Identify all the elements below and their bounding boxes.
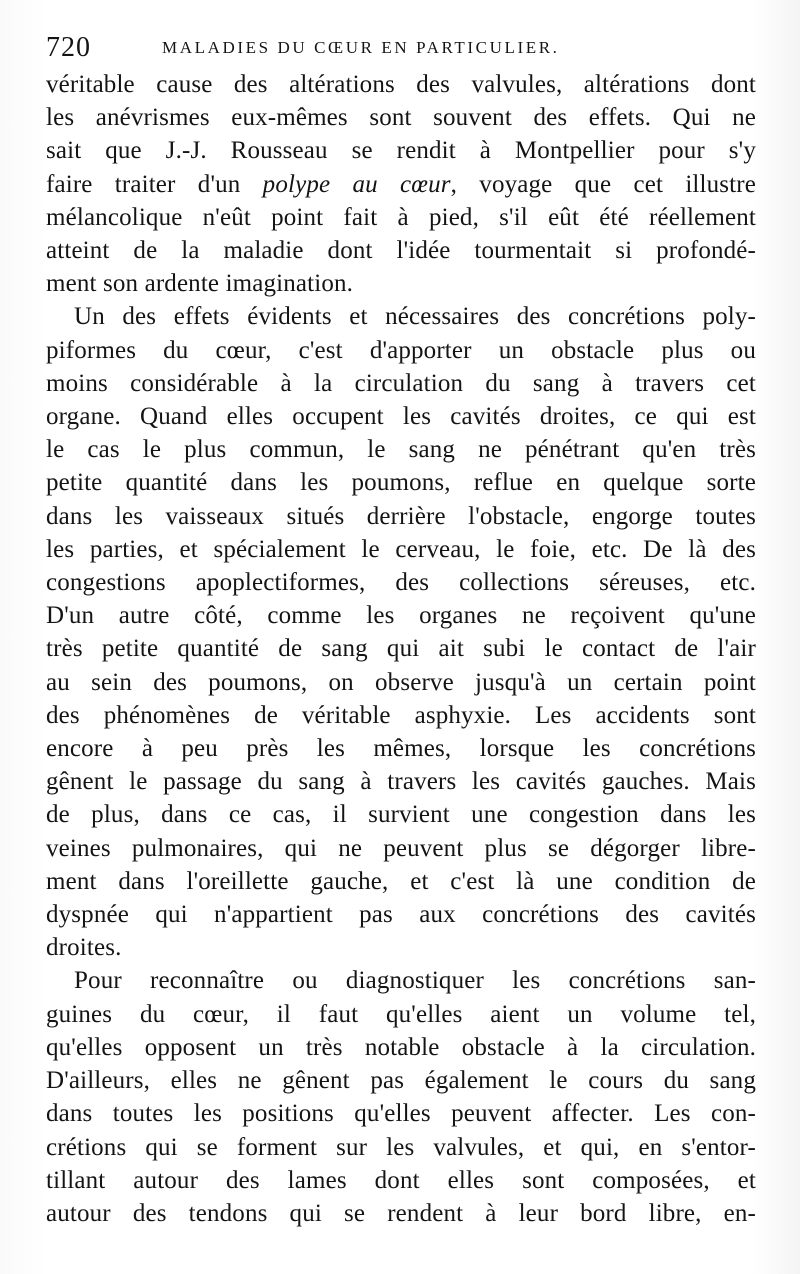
paragraph-3 xyxy=(46,964,756,1230)
text-line: dyspnée qui n'appartient pas aux concrétions des cavités xyxy=(46,901,756,929)
text-line: de plus, dans ce cas, il survient une congestion dans les xyxy=(46,801,756,829)
text-line: veines pulmonaires, qui ne peuvent plus se dégorger libre- xyxy=(46,834,756,862)
text-line: encore à peu près les mêmes, lorsque les concrétions xyxy=(46,735,756,763)
text-line: D'un autre côté, comme les organes ne reçoivent qu'une xyxy=(46,602,756,630)
text-line-with-italic xyxy=(46,168,756,201)
text-line: Pour reconnaître ou diagnostiquer les concrétions san- xyxy=(74,967,756,995)
page-number: 720 xyxy=(46,32,91,63)
text-line: très petite quantité de sang qui ait subi le contact de l'air xyxy=(46,635,756,663)
text-line: dans les vaisseaux situés derrière l'obstacle, engorge toutes xyxy=(46,502,756,530)
text-line: les parties, et spécialement le cerveau, le foie, etc. De là des xyxy=(46,535,756,563)
italic-phrase: polype au cœur xyxy=(262,170,451,198)
text-line: tillant autour des lames dont elles sont composées, et xyxy=(46,1166,756,1194)
text-line: Un des effets évidents et nécessaires des concrétions poly- xyxy=(74,303,756,331)
text-line: guines du cœur, il faut qu'elles aient un volume tel, xyxy=(46,1000,756,1028)
text-line: sait que J.-J. Rousseau se rendit à Montpellier pour s'y xyxy=(46,137,756,165)
text-segment: faire traiter d'un xyxy=(46,170,241,198)
text-line: D'ailleurs, elles ne gênent pas également le cours du sang xyxy=(46,1067,756,1095)
text-line: les anévrismes eux-mêmes sont souvent des effets. Qui ne xyxy=(46,104,756,132)
text-line: véritable cause des altérations des valvules, altérations dont xyxy=(46,71,756,98)
text-line: au sein des poumons, on observe jusqu'à un certain point xyxy=(46,668,756,696)
paragraph-2 xyxy=(46,300,756,964)
paragraph-1 xyxy=(46,68,756,300)
text-line: piformes du cœur, c'est d'apporter un obstacle plus ou xyxy=(46,336,756,364)
text-line: le cas le plus commun, le sang ne pénétrant qu'en très xyxy=(46,436,756,464)
text-segment: , voyage que cet illustre xyxy=(450,170,756,198)
text-line: dans toutes les positions qu'elles peuvent affecter. Les con- xyxy=(46,1100,756,1128)
text-line: ment son ardente imagination. xyxy=(46,270,354,298)
text-line: organe. Quand elles occupent les cavités droites, ce qui est xyxy=(46,403,756,431)
running-title: MALADIES DU CŒUR EN PARTICULIER. xyxy=(162,38,560,57)
text-line: des phénomènes de véritable asphyxie. Les accidents sont xyxy=(46,701,756,729)
text-line: atteint de la maladie dont l'idée tourmentait si profondé- xyxy=(46,237,756,265)
text-line: congestions apoplectiformes, des collections séreuses, etc. xyxy=(46,569,756,597)
text-line: ment dans l'oreillette gauche, et c'est là une condition de xyxy=(46,867,756,895)
running-head xyxy=(46,28,756,68)
text-line: qu'elles opposent un très notable obstacle à la circulation. xyxy=(46,1033,756,1061)
text-line: droites. xyxy=(46,934,122,962)
text-line: mélancolique n'eût point fait à pied, s'il eût été réellement xyxy=(46,203,756,231)
text-line: petite quantité dans les poumons, reflue en quelque sorte xyxy=(46,469,756,497)
text-line: autour des tendons qui se rendent à leur bord libre, en- xyxy=(46,1199,756,1227)
text-line: gênent le passage du sang à travers les cavités gauches. Mais xyxy=(46,768,756,796)
body-text xyxy=(46,68,756,1230)
text-line: moins considérable à la circulation du sang à travers cet xyxy=(46,369,756,397)
text-line: crétions qui se forment sur les valvules, et qui, en s'entor- xyxy=(46,1133,756,1161)
